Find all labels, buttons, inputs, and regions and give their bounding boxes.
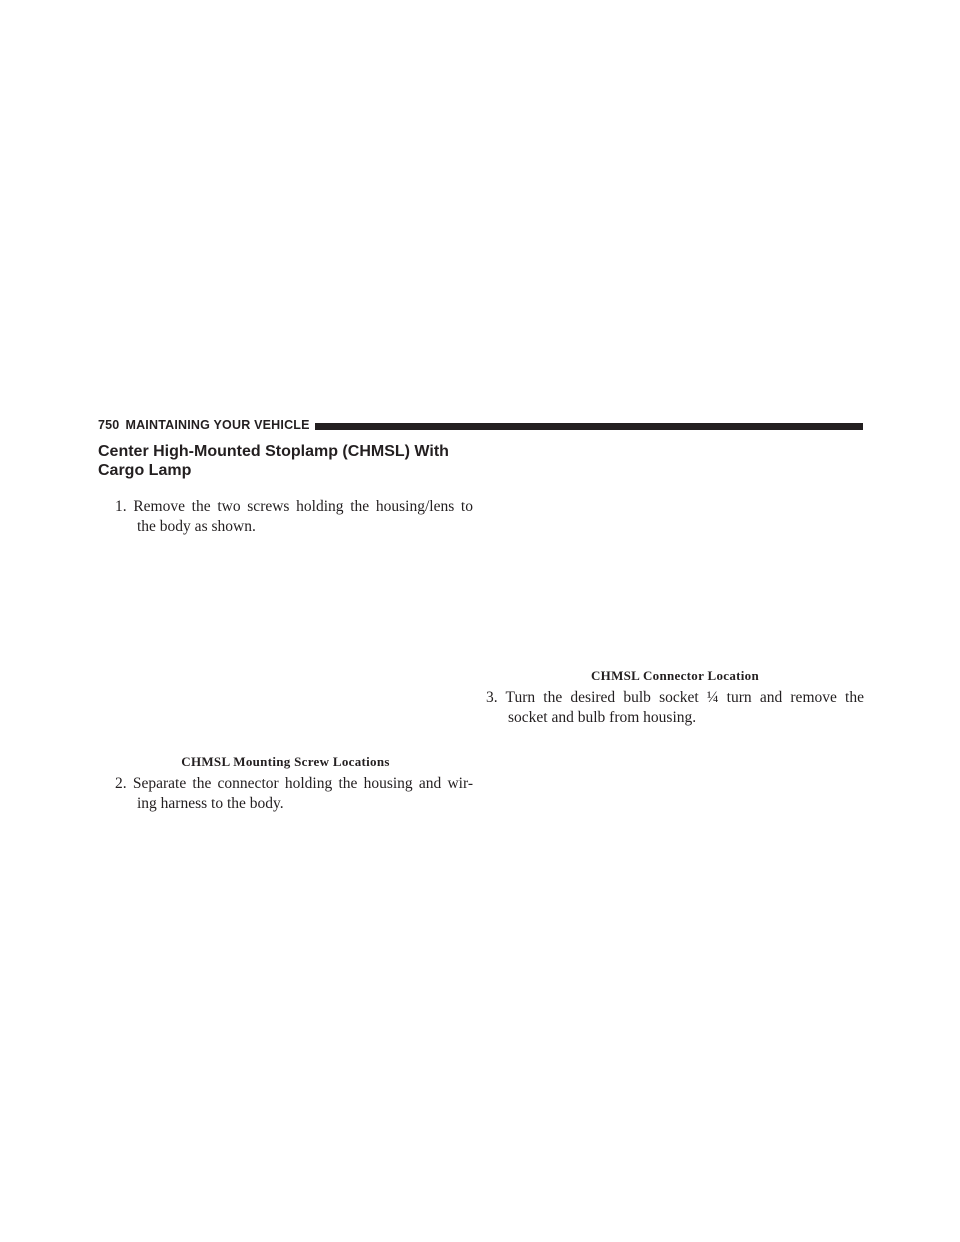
page-header	[98, 416, 863, 436]
step-2: 2. Separate the connector holding the housing and wir-ing harness to the body.	[115, 775, 473, 812]
header-text	[98, 418, 310, 432]
section-title-line1: Center High-Mounted Stoplamp (CHMSL) With	[98, 443, 449, 460]
section-name: MAINTAINING YOUR VEHICLE	[125, 418, 310, 432]
step-1: 1. Remove the two screws holding the housing/lens to the body as shown.	[115, 498, 473, 535]
caption-mounting-screws: CHMSL Mounting Screw Locations	[181, 754, 390, 769]
section-title-line2: Cargo Lamp	[98, 462, 192, 479]
figure-mounting-screws	[115, 545, 473, 745]
section-title	[98, 442, 468, 480]
header-rule	[315, 423, 863, 430]
step-3: 3. Turn the desired bulb socket ¼ turn and remove the socket and bulb from housing.	[486, 689, 864, 726]
page-number: 750	[98, 418, 120, 432]
caption-connector-location: CHMSL Connector Location	[590, 668, 760, 683]
figure-connector-location	[486, 440, 864, 660]
